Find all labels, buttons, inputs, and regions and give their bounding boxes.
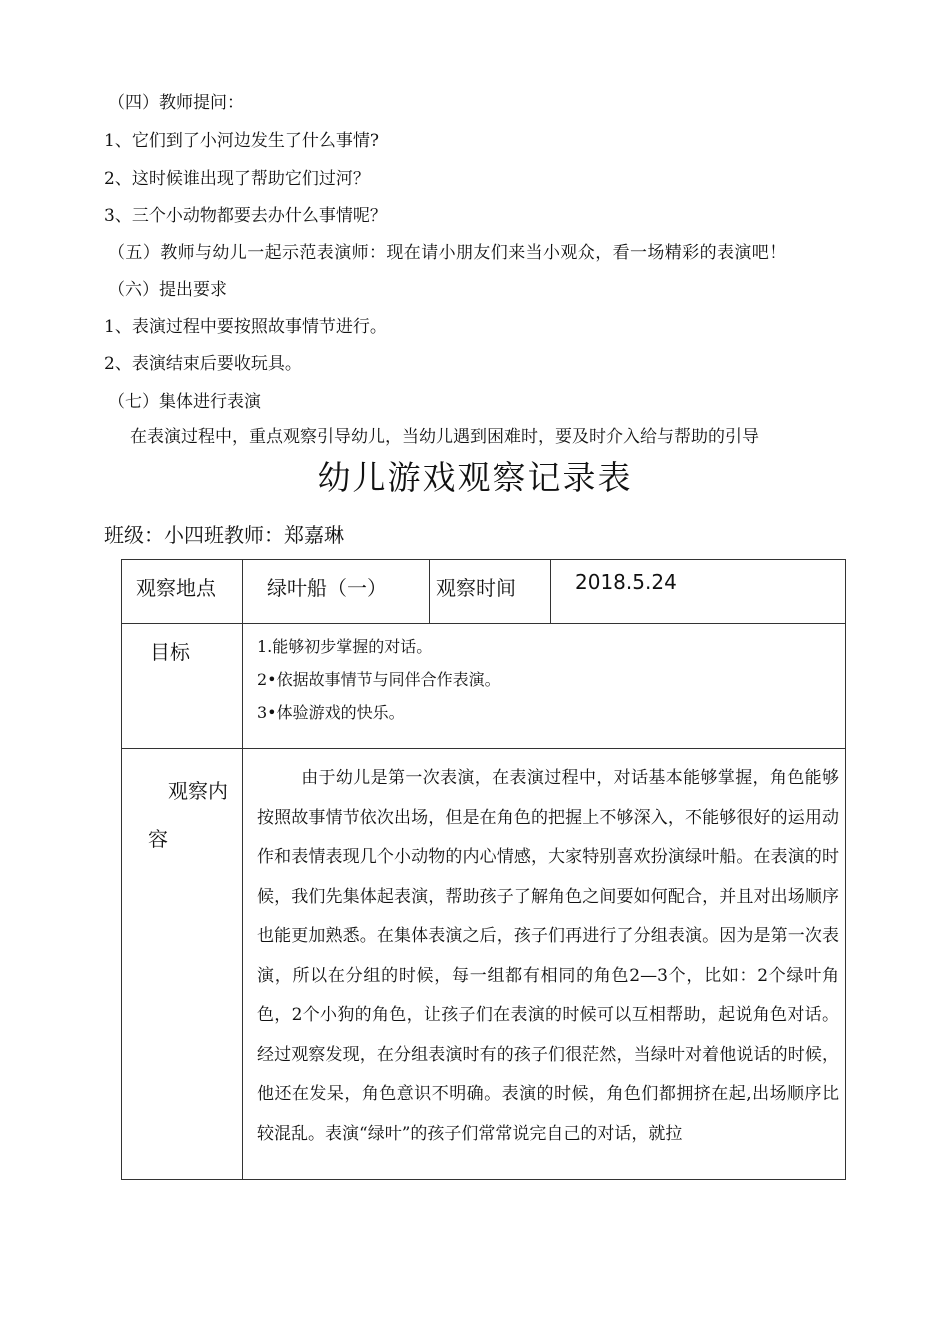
content-label-part: 观察内 [168,779,228,803]
time-value: 2018.5.24 [551,560,846,624]
class-teacher-info: 班级：小四班教师：郑嘉琳 [104,523,344,547]
line-9: （七）集体进行表演 [108,392,261,412]
line-10: 在表演过程中，重点观察引导幼儿，当幼儿遇到困难时，要及时介入给与帮助的引导 [130,427,759,447]
goal-list [243,624,846,749]
goal-row [122,624,846,749]
content-label-part: 容 [148,827,168,851]
goal-item: 1.能够初步掌握的对话。 [257,637,433,656]
line-8: 2、表演结束后要收玩具。 [104,354,302,374]
content-text: 由于幼儿是第一次表演，在表演过程中，对话基本能够掌握，角色能够按照故事情节依次出场，但是在角色的把握上不够深入，不能够很好的运用动作和表情表现几个小动物的内心情感，大家特别喜欢扮演绿叶船。在表演的时候，我们先集体起表演，帮助孩子了解角色之间要如何配合，并且对出场顺序也能更加熟悉。在集体表演之后，孩子们再进行了分组表演。因为是第一次表演，所以在分组的时候，每一组都有相同的角色2—3个，比如：2个绿叶角色，2个小狗的角色，让孩子们在表演的时候可以互相帮助，起说角色对话。经过观察发现，在分组表演时有的孩子们很茫然，当绿叶对着他说话的时候，他还在发呆，角色意识不明确。表演的时候，角色们都拥挤在起,出场顺序比较混乱。表演“绿叶”的孩子们常常说完自己的对话，就拉 [257,768,839,1144]
line-7: 1、表演过程中要按照故事情节进行。 [104,317,387,337]
line-6: （六）提出要求 [108,280,227,300]
content-label [122,749,243,1180]
line-1: （四）教师提问： [108,93,244,113]
header-row [122,560,846,624]
goal-item: 2•依据故事情节与同伴合作表演。 [257,670,501,689]
place-label: 观察地点 [122,560,243,624]
document-title: 幼儿游戏观察记录表 [317,458,633,497]
goal-item: 3•体验游戏的快乐。 [257,703,405,722]
line-5: （五）教师与幼儿一起示范表演师：现在请小朋友们来当小观众，看一场精彩的表演吧！ [108,243,787,263]
line-4: 3、三个小动物都要去办什么事情呢？ [104,206,387,226]
line-3: 2、这时候谁出现了帮助它们过河？ [104,169,370,189]
place-value: 绿叶船（一） [243,560,430,624]
goal-label: 目标 [122,624,243,749]
line-2: 1、它们到了小河边发生了什么事情? [104,131,379,151]
time-label: 观察时间 [430,560,551,624]
content-row [122,749,846,1180]
observation-record-table [121,559,846,1180]
content-text-cell [243,749,846,1180]
